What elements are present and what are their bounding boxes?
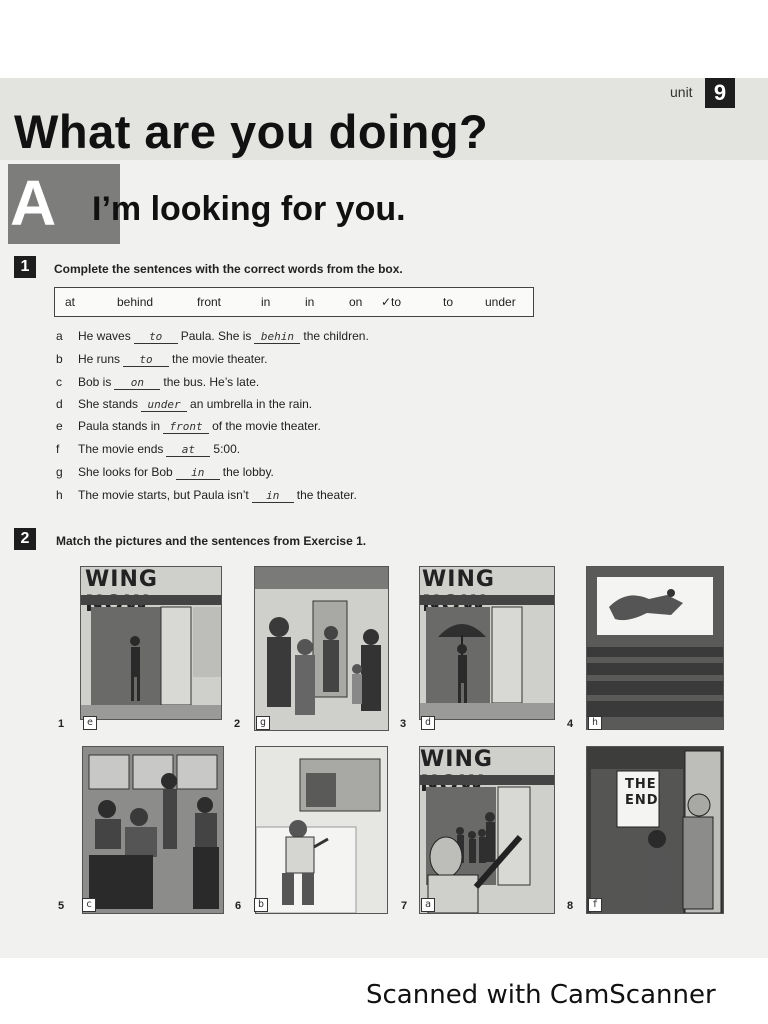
- sentence-c: [56, 375, 259, 393]
- word-box-item: to: [443, 295, 454, 309]
- answer-blank[interactable]: in: [176, 466, 220, 480]
- picture-6: [255, 746, 388, 914]
- word-box-item: front: [197, 295, 222, 309]
- word-box-item: under: [485, 295, 516, 309]
- sentence-text: 5:00.: [213, 442, 241, 456]
- scanner-watermark: Scanned with CamScanner: [366, 980, 716, 1010]
- section-letter: A: [10, 167, 57, 239]
- sentence-text: an umbrella in the rain.: [190, 397, 313, 411]
- sentence-text: The movie starts, but Paula isn’t: [78, 488, 249, 502]
- picture-number: 8: [567, 900, 574, 912]
- word-box-item: ✓to: [381, 295, 402, 309]
- answer-blank[interactable]: to: [123, 353, 169, 367]
- picture-number: 5: [58, 900, 65, 912]
- sentence-text: Paula. She is: [180, 329, 252, 343]
- sentence-letter: c: [56, 375, 62, 389]
- waving-at-children-illustration: [420, 747, 554, 913]
- unit-number-badge: 9: [705, 78, 735, 108]
- picture-number: 4: [567, 718, 574, 730]
- picture-5: [82, 746, 224, 914]
- exercise-1-number: 1: [14, 256, 36, 278]
- answer-blank[interactable]: front: [163, 420, 209, 434]
- sentence-text: of the movie theater.: [212, 419, 321, 433]
- lobby-crowd-illustration: [255, 567, 388, 730]
- picture-2: [254, 566, 389, 731]
- sentence-letter: a: [56, 329, 63, 343]
- movie-screen-horse-illustration: [587, 567, 723, 729]
- umbrella-rain-illustration: [420, 567, 554, 719]
- answer-box[interactable]: g: [256, 716, 270, 730]
- answer-box[interactable]: d: [421, 716, 435, 730]
- answer-box[interactable]: h: [588, 716, 602, 730]
- picture-3: [419, 566, 555, 720]
- sentence-d: [56, 397, 312, 415]
- answer-box[interactable]: f: [588, 898, 602, 912]
- picture-number: 6: [235, 900, 242, 912]
- answer-blank[interactable]: in: [252, 489, 294, 503]
- cinema-entrance-illustration: [81, 567, 221, 719]
- answer-blank[interactable]: to: [134, 330, 178, 344]
- sentence-text: He waves: [78, 329, 131, 343]
- sentence-text: The movie ends: [78, 442, 164, 456]
- word-box: [54, 287, 534, 317]
- picture-number: 3: [400, 718, 407, 730]
- sentence-g: [56, 465, 274, 483]
- picture-1: [80, 566, 222, 720]
- page-title: What are you doing?: [14, 105, 489, 158]
- sentence-f: [56, 442, 240, 460]
- exercise-2-number: 2: [14, 528, 36, 550]
- answer-box[interactable]: b: [254, 898, 268, 912]
- answer-blank[interactable]: under: [141, 398, 187, 412]
- movie-ending-illustration: [587, 747, 723, 913]
- word-box-item: behind: [117, 295, 154, 309]
- sentence-text: She stands: [78, 397, 139, 411]
- answer-blank[interactable]: behin: [254, 330, 300, 344]
- picture-4: [586, 566, 724, 730]
- word-box-item: at: [65, 295, 76, 309]
- sentence-letter: f: [56, 442, 60, 456]
- answer-blank[interactable]: at: [166, 443, 210, 457]
- sentence-text: the movie theater.: [172, 352, 268, 366]
- sentence-letter: d: [56, 397, 63, 411]
- picture-number: 7: [401, 900, 408, 912]
- answer-box[interactable]: e: [83, 716, 97, 730]
- picture-8: [586, 746, 724, 914]
- picture-number: 2: [234, 718, 241, 730]
- word-box-item: on: [349, 295, 363, 309]
- sentence-h: [56, 488, 357, 506]
- bus-interior-illustration: [83, 747, 223, 913]
- picture-7: [419, 746, 555, 914]
- cinema-sign: WING: [422, 567, 495, 592]
- sentence-letter: g: [56, 465, 63, 479]
- sentence-a: [56, 329, 369, 347]
- cinema-sign: WING: [85, 567, 158, 592]
- exercise-1-instruction: Complete the sentences with the correct words from the box.: [54, 262, 403, 276]
- picture-number: 1: [58, 718, 65, 730]
- sentence-text: He runs: [78, 352, 121, 366]
- sentence-letter: h: [56, 488, 63, 502]
- word-box-item: in: [305, 295, 315, 309]
- sentence-b: [56, 352, 267, 370]
- word-box-item: in: [261, 295, 271, 309]
- unit-label: unit: [670, 84, 693, 100]
- sentence-text: the lobby.: [222, 465, 274, 479]
- sentence-text: She looks for Bob: [78, 465, 173, 479]
- sentence-e: [56, 419, 321, 437]
- cinema-sign: WING: [420, 747, 493, 772]
- man-running-illustration: [256, 747, 387, 913]
- sentence-text: Paula stands in: [78, 419, 161, 433]
- answer-box[interactable]: c: [82, 898, 96, 912]
- sentence-letter: e: [56, 419, 63, 433]
- sentence-text: the bus. He’s late.: [163, 375, 260, 389]
- section-title: I’m looking for you.: [92, 190, 406, 228]
- sentence-text: Bob is: [78, 375, 112, 389]
- sentence-letter: b: [56, 352, 63, 366]
- exercise-2-instruction: Match the pictures and the sentences from Exercise 1.: [56, 534, 367, 548]
- answer-blank[interactable]: on: [114, 376, 160, 390]
- sentence-text: the theater.: [296, 488, 357, 502]
- answer-box[interactable]: a: [421, 898, 435, 912]
- screen-caption: THE END: [625, 777, 659, 808]
- sentence-text: the children.: [303, 329, 369, 343]
